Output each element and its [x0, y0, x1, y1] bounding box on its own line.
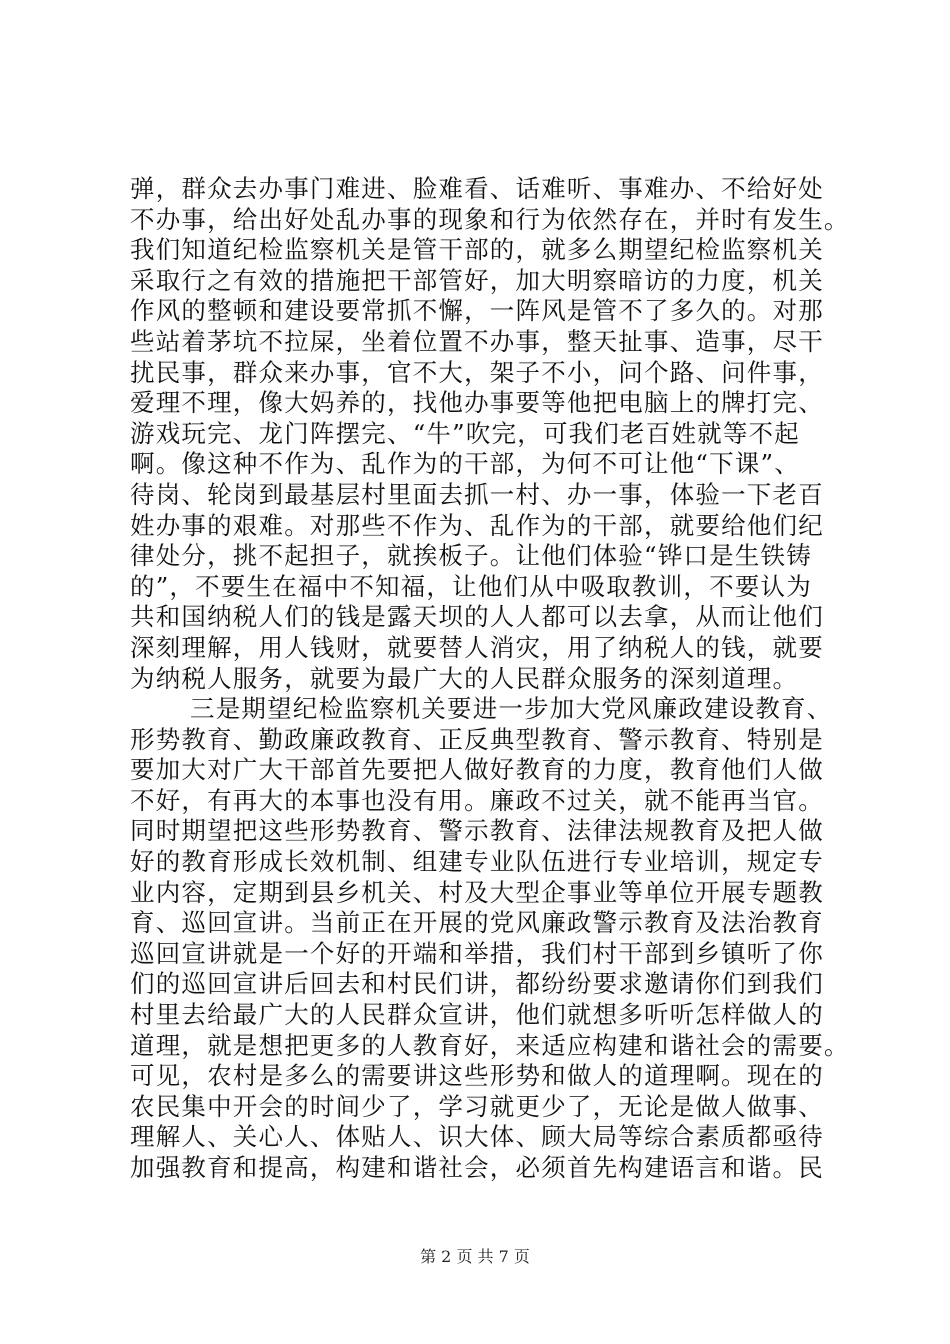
paragraph-start-line: 三是期望纪检监察机关要进一步加大党风廉政建设教育、 — [190, 694, 833, 724]
text-line: 律处分，挑不起担子，就挨板子。让他们体验“铧口是生铁铸 — [130, 541, 812, 571]
text-line: 扰民事，群众来办事，官不大，架子不小，问个路、问件事， — [130, 357, 824, 387]
text-line: 我们知道纪检监察机关是管干部的，就多么期望纪检监察机关 — [130, 235, 824, 265]
text-line: 不好，有再大的本事也没有用。廉政不过关，就不能再当官。 — [130, 785, 824, 815]
text-line: 为纳税人服务，就要为最广大的人民群众服务的深刻道理。 — [130, 663, 799, 693]
text-line: 要加大对广大干部首先要把人做好教育的力度，教育他们人做 — [130, 755, 824, 785]
text-line: 姓办事的艰难。对那些不作为、乱作为的干部，就要给他们纪 — [130, 510, 824, 540]
page-footer — [0, 1244, 950, 1267]
text-line: 们的巡回宣讲后回去和村民们讲，都纷纷要求邀请你们到我们 — [130, 969, 824, 999]
text-line: 巡回宣讲就是一个好的开端和举措，我们村干部到乡镇听了你 — [130, 938, 824, 968]
text-line: 农民集中开会的时间少了，学习就更少了，无论是做人做事、 — [130, 1091, 824, 1121]
text-line: 业内容，定期到县乡机关、村及大型企事业等单位开展专题教 — [130, 877, 824, 907]
text-line: 共和国纳税人们的钱是露天坝的人人都可以去拿，从而让他们 — [130, 602, 824, 632]
text-line: 爱理不理，像大妈养的，找他办事要等他把电脑上的牌打完、 — [130, 388, 824, 418]
text-line: 啊。像这种不作为、乱作为的干部，为何不可让他“下课”、 — [130, 449, 800, 479]
text-line: 同时期望把这些形势教育、警示教育、法律法规教育及把人做 — [130, 816, 824, 846]
document-body — [130, 174, 850, 1184]
page-number-label: 第 2 页 共 7 页 — [420, 1247, 530, 1266]
text-line: 形势教育、勤政廉政教育、正反典型教育、警示教育、特别是 — [130, 724, 824, 754]
text-line: 好的教育形成长效机制、组建专业队伍进行专业培训，规定专 — [130, 847, 824, 877]
text-line: 待岗、轮岗到最基层村里面去抓一村、办一事，体验一下老百 — [130, 479, 824, 509]
text-line: 道理，就是想把更多的人教育好，来适应构建和谐社会的需要。 — [130, 1030, 850, 1060]
text-line: 育、巡回宣讲。当前正在开展的党风廉政警示教育及法治教育 — [130, 908, 824, 938]
text-line: 弹，群众去办事门难进、脸难看、话难听、事难办、不给好处 — [130, 174, 824, 203]
text-line: 作风的整顿和建设要常抓不懈，一阵风是管不了多久的。对那 — [130, 296, 824, 326]
text-line: 的”，不要生在福中不知福，让他们从中吸取教训，不要认为 — [130, 571, 812, 601]
text-line: 理解人、关心人、体贴人、识大体、顾大局等综合素质都亟待 — [130, 1122, 824, 1152]
text-line: 不办事，给出好处乱办事的现象和行为依然存在，并时有发生。 — [130, 204, 850, 234]
text-line: 加强教育和提高，构建和谐社会，必须首先构建语言和谐。民 — [130, 1153, 824, 1182]
text-line: 深刻理解，用人钱财，就要替人消灾，用了纳税人的钱，就要 — [130, 632, 824, 662]
text-line: 游戏玩完、龙门阵摆完、“牛”吹完，可我们老百姓就等不起 — [130, 418, 800, 448]
text-line: 村里去给最广大的人民群众宣讲，他们就想多听听怎样做人的 — [130, 1000, 824, 1030]
text-line: 采取行之有效的措施把干部管好，加大明察暗访的力度，机关 — [130, 265, 824, 295]
text-line: 些站着茅坑不拉屎，坐着位置不办事，整天扯事、造事，尽干 — [130, 326, 824, 356]
text-line: 可见，农村是多么的需要讲这些形势和做人的道理啊。现在的 — [130, 1061, 824, 1091]
